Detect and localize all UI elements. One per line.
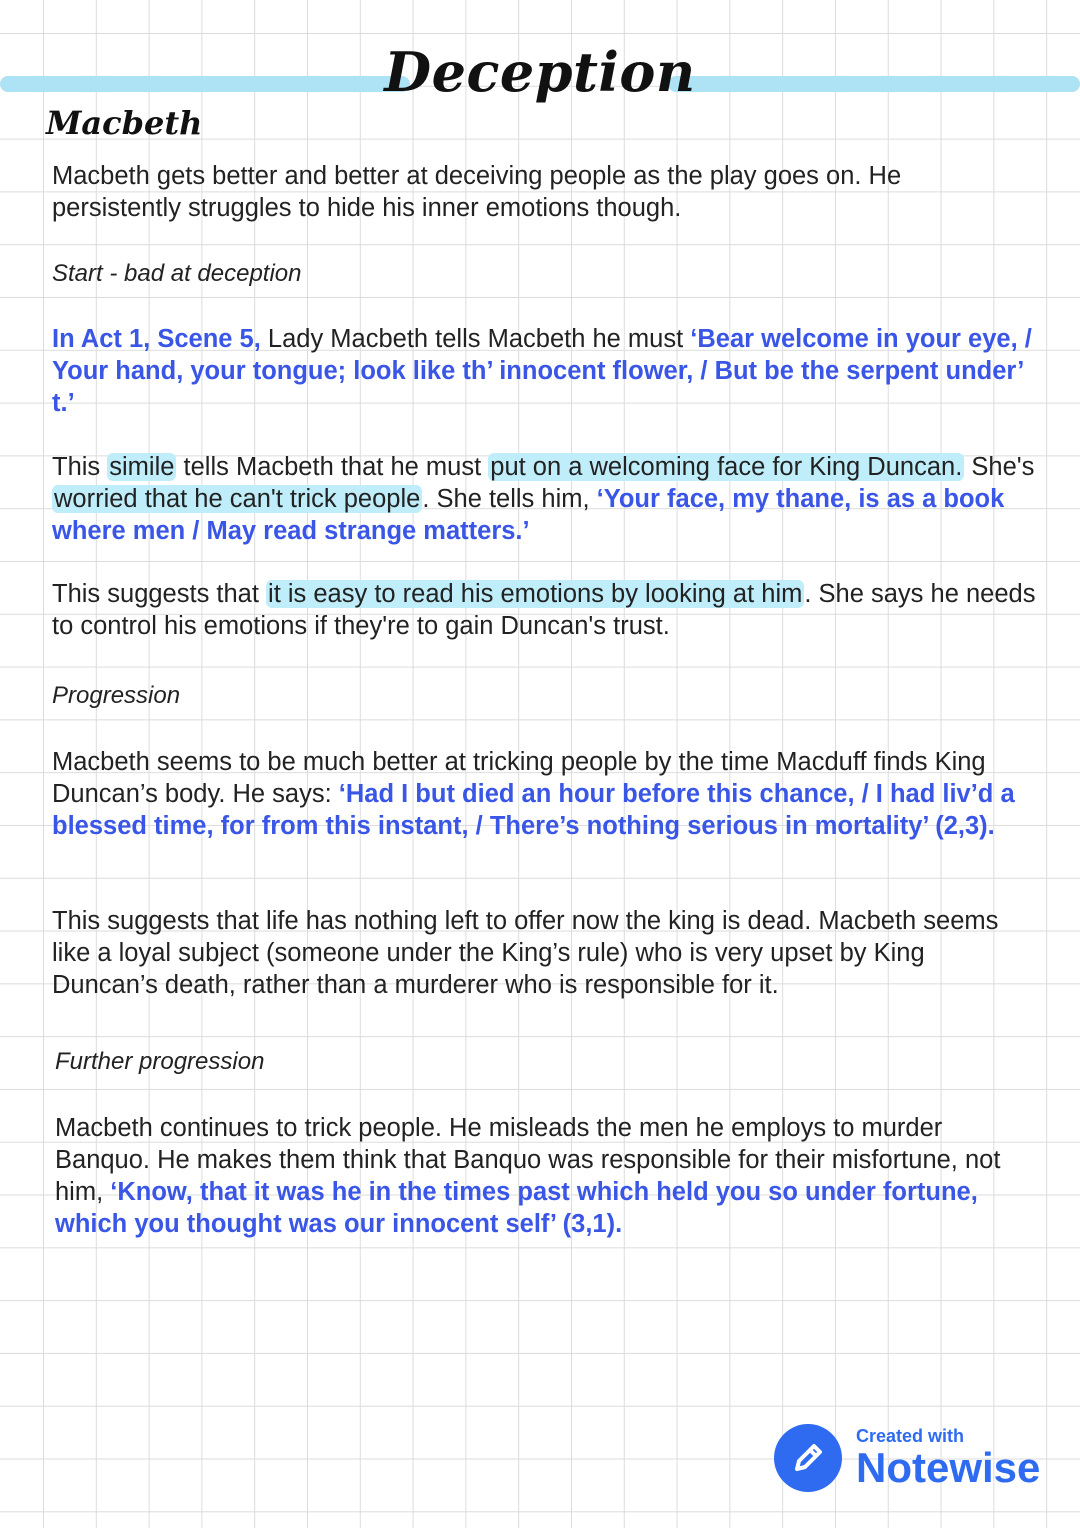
intro-paragraph: Macbeth gets better and better at deceiving people as the play goes on. He persistently struggles to hide his inner emotions though.: [52, 162, 902, 222]
section-heading: Macbeth: [46, 104, 203, 142]
highlight: it is easy to read his emotions by looking at him: [268, 580, 803, 608]
paragraph-text: . She says he needs to control his emotions if they're to gain Duncan's trust.: [52, 580, 1036, 640]
subheading-progression: Progression: [52, 682, 181, 709]
start-paragraph-1: [52, 323, 1037, 419]
paragraph-text: Macbeth seems to be much better at tricking people by the time Macduff finds King Duncan’s body. He says:: [52, 748, 986, 808]
highlight: worried that he can't trick people: [54, 485, 421, 513]
paragraph-text: Macbeth continues to trick people. He misleads the men he employs to murder Banquo. He makes them think that Banquo was responsible for their misfortune, not him,: [55, 1114, 1001, 1206]
quote: ‘Had I but died an hour before this chance, / I had liv’d a blessed time, for from this instant, / There’s nothing serious in mortality’ (2,3).: [52, 780, 1015, 840]
badge-brand: Notewise: [856, 1444, 1041, 1491]
pencil-icon: [788, 1438, 828, 1478]
subheading-start: Start - bad at deception: [52, 260, 302, 287]
paragraph-text: She's: [964, 453, 1035, 481]
highlight: put on a welcoming face for King Duncan.: [490, 453, 963, 481]
paragraph-text: This: [52, 453, 108, 481]
start-paragraph-2: [52, 451, 1037, 547]
progression-paragraph-1: [52, 746, 1037, 842]
paragraph-text: Lady Macbeth tells Macbeth he must: [260, 325, 691, 353]
page-title: Deception: [384, 40, 696, 104]
further-paragraph-1: [55, 1112, 1040, 1240]
progression-paragraph-2: This suggests that life has nothing left to offer now the king is dead. Macbeth seems like a loyal subject (someone under the King’s rule) who is very upset by King Duncan’s death, rather than a murderer who is responsible for it.: [52, 907, 999, 999]
quote: ‘Bear welcome in your eye, / Your hand, your tongue; look like th’ innocent flower, / But be the serpent under’ t.’: [52, 325, 1032, 417]
quote: ‘Know, that it was he in the times past which held you so under fortune, which you thought was our innocent self’ (3,1).: [55, 1178, 978, 1238]
paragraph-text: . She tells him,: [422, 485, 597, 513]
paragraph-text: tells Macbeth that he must: [176, 453, 489, 481]
badge-created-with: Created with: [856, 1426, 965, 1446]
scene-reference: In Act 1, Scene 5,: [52, 325, 261, 353]
start-paragraph-3: [52, 578, 1037, 642]
created-with-notewise-badge: [774, 1422, 1044, 1494]
badge-circle: [774, 1424, 842, 1492]
highlight: simile: [109, 453, 175, 481]
subheading-further: Further progression: [55, 1048, 265, 1075]
quote: ‘Your face, my thane, is as a book where men / May read strange matters.’: [52, 485, 1005, 545]
paragraph-text: This suggests that: [52, 580, 267, 608]
